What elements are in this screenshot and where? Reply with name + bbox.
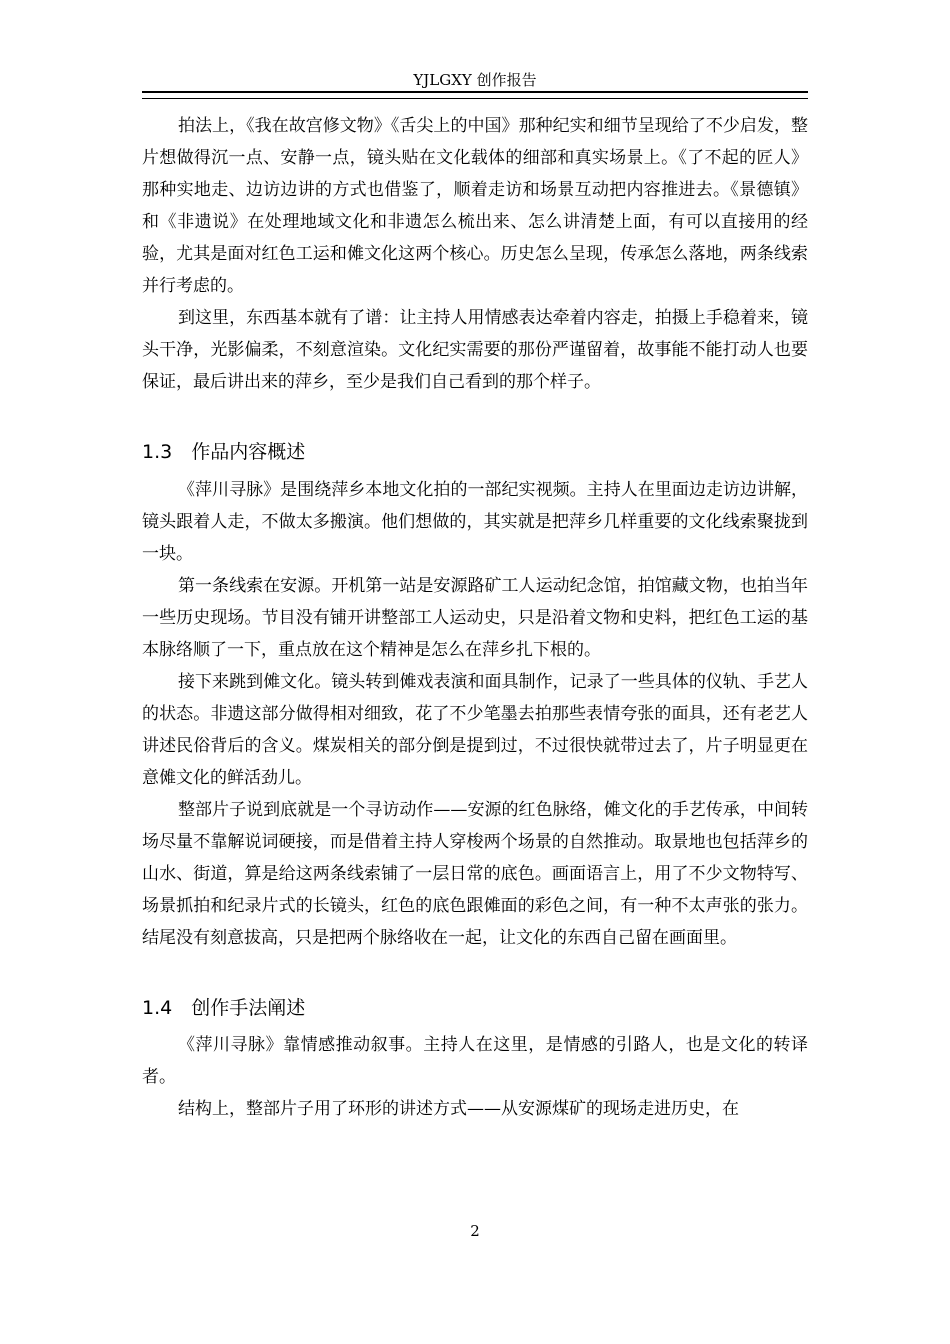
paragraph: 到这里，东西基本就有了谱：让主持人用情感表达牵着内容走，拍摄上手稳着来，镜头干净，光影偏柔，不刻意渲染。文化纪实需要的那份严谨留着，故事能不能打动人也要保证，最后讲出来的萍乡，至少是我们自己看到的那个样子。 <box>142 308 808 392</box>
paragraph: 整部片子说到底就是一个寻访动作——安源的红色脉络，傩文化的手艺传承，中间转场尽量不靠解说词硬接，而是借着主持人穿梭两个场景的自然推动。取景地也包括萍乡的山水、街道，算是给这两条线索铺了一层日常的底色。画面语言上，用了不少文物特写、场景抓拍和纪录片式的长镜头，红色的底色跟傩面的彩色之间，有一种不太声张的张力。结尾没有刻意拔高，只是把两个脉络收在一起，让文化的东西自己留在画面里。 <box>142 800 808 948</box>
page-number: 2 <box>470 1222 480 1240</box>
header-rule-thick <box>142 91 808 93</box>
paragraph: 结构上，整部片子用了环形的讲述方式——从安源煤矿的现场走进历史，在 <box>178 1099 739 1119</box>
header-rule-thin <box>142 98 808 99</box>
document-body <box>142 110 808 1125</box>
section-heading-1-4: 1.4 创作手法阐述 <box>142 997 306 1019</box>
paragraph: 第一条线索在安源。开机第一站是安源路矿工人运动纪念馆，拍馆藏文物，也拍当年一些历史现场。节目没有铺开讲整部工人运动史，只是沿着文物和史料，把红色工运的基本脉络顺了一下，重点放在这个精神是怎么在萍乡扎下根的。 <box>142 576 808 660</box>
paragraph: 拍法上，《我在故宫修文物》《舌尖上的中国》那种纪实和细节呈现给了不少启发，整片想做得沉一点、安静一点，镜头贴在文化载体的细部和真实场景上。《了不起的匠人》那种实地走、边访边讲的方式也借鉴了，顺着走访和场景互动把内容推进去。《景德镇》和《非遗说》在处理地域文化和非遗怎么梳出来、怎么讲清楚上面，有可以直接用的经验，尤其是面对红色工运和傩文化这两个核心。历史怎么呈现，传承怎么落地，两条线索并行考虑的。 <box>142 116 808 296</box>
page-header-title: YJLGXY 创作报告 <box>413 71 537 89</box>
paragraph: 《萍川寻脉》靠情感推动叙事。主持人在这里，是情感的引路人，也是文化的转译者。 <box>142 1035 808 1087</box>
section-heading-1-3: 1.3 作品内容概述 <box>142 441 306 463</box>
paragraph: 接下来跳到傩文化。镜头转到傩戏表演和面具制作，记录了一些具体的仪轨、手艺人的状态。非遗这部分做得相对细致，花了不少笔墨去拍那些表情夸张的面具，还有老艺人讲述民俗背后的含义。煤炭相关的部分倒是提到过，不过很快就带过去了，片子明显更在意傩文化的鲜活劲儿。 <box>142 672 808 788</box>
paragraph: 《萍川寻脉》是围绕萍乡本地文化拍的一部纪实视频。主持人在里面边走访边讲解，镜头跟着人走，不做太多搬演。他们想做的，其实就是把萍乡几样重要的文化线索聚拢到一块。 <box>142 480 808 564</box>
